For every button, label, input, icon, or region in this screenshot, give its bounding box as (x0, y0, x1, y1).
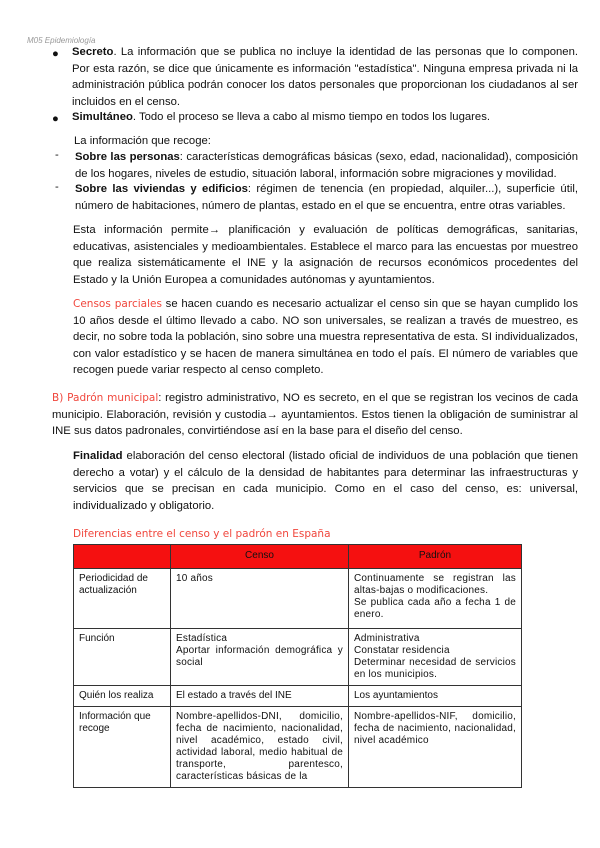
term: Censos parciales (73, 298, 162, 310)
item-text: : régimen de tenencia (en propiedad, alquiler...), superficie útil, número de habitaciones, número de plantas, estado en el que se encuentra, entre otras variables. (75, 183, 578, 212)
para-text: : registro administrativo, NO es secreto, en el que se registran los vecinos de cada municipio. Elaboración, revisión y custodia→ ayuntamientos. Estos tienen la obligación de suministrar al INE sus datos padronales, convirtiéndose así en la base para el diseño del censo. (52, 392, 578, 437)
bullet-simultaneo (72, 109, 578, 126)
para-text: elaboración del censo electoral (listado oficial de individuos de una población que tienen derecho a votar) y el cálculo de la densidad de habitantes para determinar las infraestructuras y servicios que se precisan en cada municipio. Como en el caso del censo, es: universal, individualizado y obligatorio. (73, 450, 578, 512)
dash-icon: - (55, 149, 59, 161)
table-header-row (74, 545, 522, 569)
row-label: Quién los realiza (74, 686, 171, 707)
censo-cell: Nombre-apellidos-DNI, domicilio, fecha de nacimiento, nacionalidad, nivel académico, estado civil, actividad laboral, medio habitual de transporte, parentesco, características básicas de la (171, 707, 349, 788)
comparison-table (73, 544, 522, 788)
padron-cell: Nombre-apellidos-NIF, domicilio, fecha de nacimiento, nacionalidad, nivel académico (349, 707, 522, 788)
censo-cell: 10 años (171, 569, 349, 629)
row-label: Periodicidad de actualización (74, 569, 171, 629)
item-text: : características demográficas básicas (sexo, edad, nacionalidad), composición de los hogares, niveles de estudio, situación laboral, información sobre migraciones y movilidad. (75, 151, 578, 180)
censo-cell: El estado a través del INE (171, 686, 349, 707)
term: Secreto (72, 46, 114, 58)
para-padron (52, 390, 578, 440)
padron-cell: Los ayuntamientos (349, 686, 522, 707)
padron-cell: Administrativa Constatar residencia Determinar necesidad de servicios en los municipios. (349, 629, 522, 686)
table-row (74, 569, 522, 629)
term: Finalidad (73, 450, 123, 462)
row-label: Información que recoge (74, 707, 171, 788)
bullet-text: . La información que se publica no incluye la identidad de las personas que lo componen. Por esta razón, se dice que únicamente es información "estadística". Ninguna empresa privada ni la administración pública podrán conocer los datos personales que proporcionan los ciudadanos al ser incluidos en el censo. (72, 46, 578, 108)
term: B) Padrón municipal (52, 392, 159, 404)
para-censos-parciales (73, 296, 578, 379)
padron-cell: Continuamente se registran las altas-bajas o modificaciones. Se publica cada año a fecha 1 de enero. (349, 569, 522, 629)
table-row (74, 629, 522, 686)
info-intro: La información que recoge: (74, 135, 211, 147)
term: Sobre las viviendas y edificios (75, 183, 248, 195)
para-text: se hacen cuando es necesario actualizar el censo sin que se hayan cumplido los 10 años desde el último llevado a cabo. NO son universales, se realizan a través de muestreo, es decir, no sobre toda la población, sino sobre una muestra representativa de esta. SI individualizados, con valor estadístico y se hacen de manera simultánea en todo el país. El número de variables que recogen puede variar respecto al censo completo. (73, 298, 578, 376)
page-header: M05 Epidemiología (27, 36, 96, 45)
censo-cell: Estadística Aportar información demográfica y social (171, 629, 349, 686)
table-title: Diferencias entre el censo y el padrón en España (73, 528, 331, 540)
bullet-text: . Todo el proceso se lleva a cabo al mismo tiempo en todos los lugares. (132, 111, 490, 123)
para-finalidad (73, 448, 578, 514)
row-label: Función (74, 629, 171, 686)
header-cell: Padrón (349, 545, 522, 569)
term: Simultáneo (72, 111, 133, 123)
table-row (74, 686, 522, 707)
para-info: Esta información permite→ planificación y evaluación de políticas demográficas, sanitarias, educativas, asistenciales y medioambientales. Establece el marco para las encuestas por muestreo que realiza sistemáticamente el INE y la asignación de recursos económicos procedentes del Estado y la Unión Europea a comunidades autónomas y ayuntamientos. (73, 224, 578, 286)
info-personas (75, 149, 578, 182)
bullet-icon: ● (52, 113, 59, 125)
term: Sobre las personas (75, 151, 180, 163)
bullet-icon: ● (52, 48, 59, 60)
dash-icon: - (55, 181, 59, 193)
table-row (74, 707, 522, 788)
bullet-secreto (72, 44, 578, 110)
header-cell (74, 545, 171, 569)
info-viviendas (75, 181, 578, 214)
header-cell: Censo (171, 545, 349, 569)
